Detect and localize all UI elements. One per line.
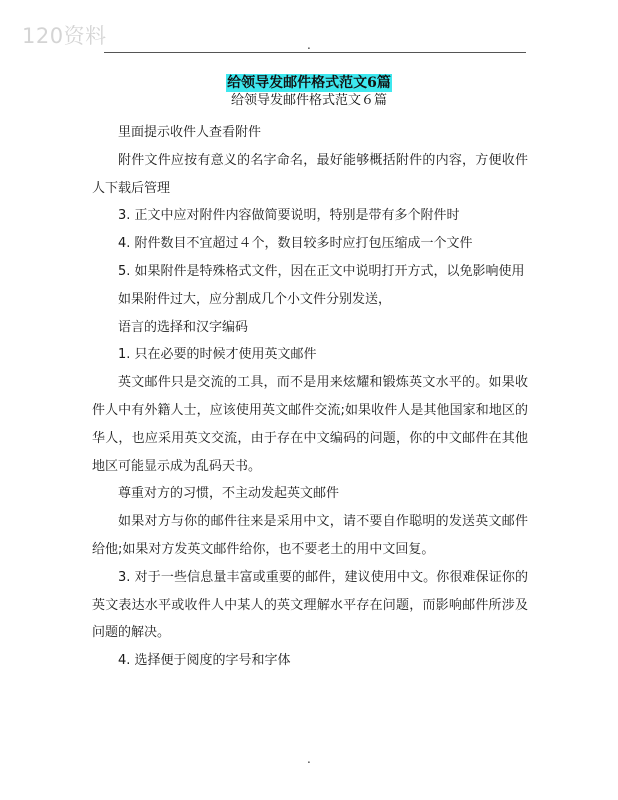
document-title: 给领导发邮件格式范文6篇 (227, 75, 391, 91)
paragraph: 如果对方与你的邮件往来是采用中文，请不要自作聪明的发送英文邮件给他;如果对方发英文邮件给你，也不要老土的用中文回复。 (92, 514, 528, 557)
paragraph: 3. 正文中应对附件内容做简要说明，特别是带有多个附件时 (118, 208, 460, 224)
document-body (92, 119, 528, 675)
paragraph: 语言的选择和汉字编码 (118, 319, 249, 335)
footer-dot: . (307, 752, 311, 766)
paragraph: 如果附件过大，应分割成几个小文件分别发送， (118, 291, 392, 307)
paragraph: 4. 选择便于阅度的字号和字体 (118, 653, 291, 669)
watermark-logo: 120资料 (22, 24, 107, 48)
paragraph: 4. 附件数目不宜超过４个，数目较多时应打包压缩成一个文件 (118, 236, 473, 252)
paragraph: 附件文件应按有意义的名字命名，最好能够概括附件的内容，方便收件人下载后管理 (92, 152, 528, 196)
paragraph: 3. 对于一些信息量丰富或重要的邮件，建议使用中文。你很难保证你的英文表达水平或收件人中某人的英文理解水平存在问题，而影响邮件所涉及问题的解决。 (92, 569, 528, 641)
title-wrap (0, 72, 618, 92)
document-subtitle: 给领导发邮件格式范文６篇 (230, 93, 387, 108)
paragraph: 5. 如果附件是特殊格式文件，因在正文中说明打开方式，以免影响使用 (118, 263, 525, 279)
header-dot: . (307, 38, 311, 52)
paragraph: 尊重对方的习惯，不主动发起英文邮件 (118, 486, 340, 502)
paragraph: 英文邮件只是交流的工具，而不是用来炫耀和锻炼英文水平的。如果收件人中有外籍人士，应该使用英文邮件交流;如果收件人是其他国家和地区的华人，也应采用英文交流，由于存在中文编码的问题，你的中文邮件在其他地区可能显示成为乱码天书。 (92, 375, 528, 474)
header-rule (104, 52, 526, 53)
paragraph: 1. 只在必要的时候才使用英文邮件 (118, 347, 317, 363)
paragraph: 里面提示收件人查看附件 (118, 125, 262, 140)
